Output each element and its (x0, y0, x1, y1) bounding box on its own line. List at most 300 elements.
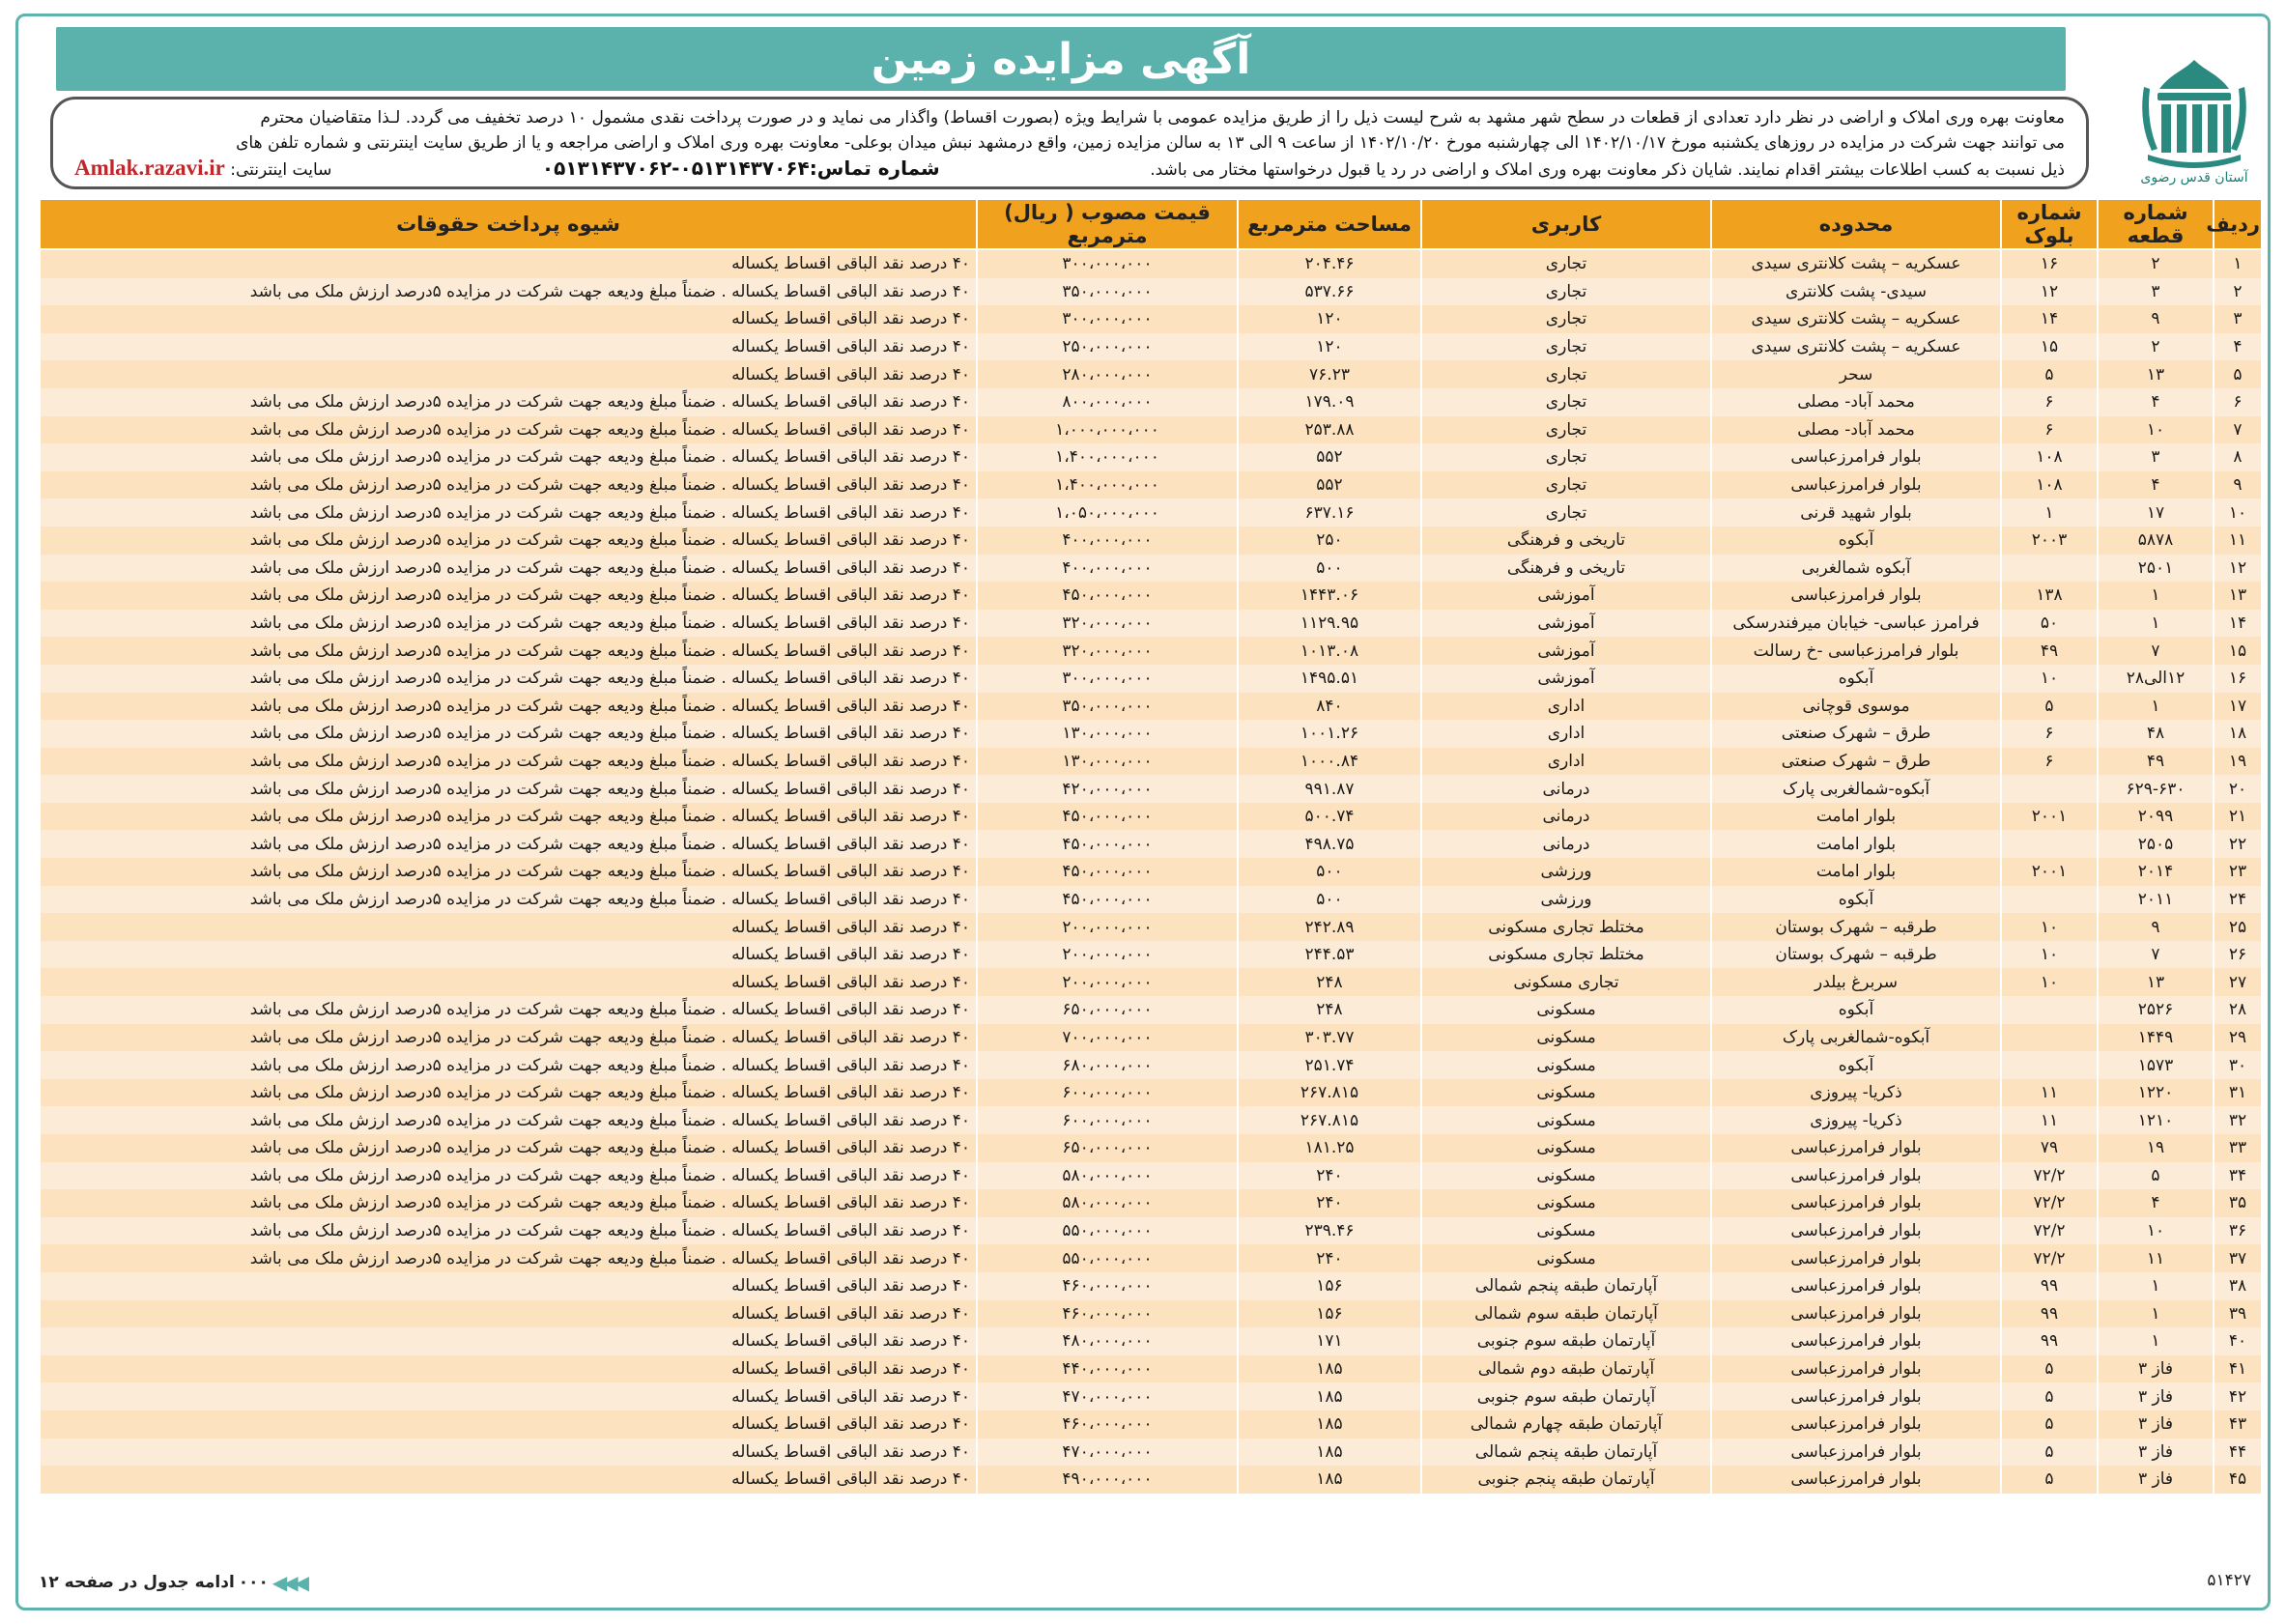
cell-payment-method: ۴۰ درصد نقد الباقی اقساط یکساله . ضمناً مبلغ ودیعه جهت شرکت در مزایده ۵درصد ارزش ملک می باشد (40, 416, 977, 444)
cell-approved-price: ۵۵۰،۰۰۰،۰۰۰ (977, 1244, 1238, 1272)
header-land-use: کاربری (1421, 199, 1711, 249)
cell-row-number: ۲ (2214, 278, 2262, 306)
cell-approved-price: ۴۷۰،۰۰۰،۰۰۰ (977, 1382, 1238, 1410)
table-row (40, 499, 2262, 527)
cell-block-number: ۵ (2001, 1466, 2098, 1494)
cell-payment-method: ۴۰ درصد نقد الباقی اقساط یکساله (40, 1355, 977, 1383)
cell-approved-price: ۴۵۰،۰۰۰،۰۰۰ (977, 582, 1238, 610)
cell-size-sqm: ۲۵۰ (1238, 527, 1421, 555)
cell-size-sqm: ۹۹۱.۸۷ (1238, 775, 1421, 803)
table-row (40, 1024, 2262, 1052)
cell-approved-price: ۴۵۰،۰۰۰،۰۰۰ (977, 830, 1238, 858)
table-row (40, 665, 2262, 693)
page-title: آگهی مزایده زمین (871, 34, 1251, 84)
cell-parcel-number: ۲ (2098, 249, 2214, 278)
cell-block-number (2001, 1024, 2098, 1052)
cell-payment-method: ۴۰ درصد نقد الباقی اقساط یکساله . ضمناً مبلغ ودیعه جهت شرکت در مزایده ۵درصد ارزش ملک می باشد (40, 1024, 977, 1052)
cell-size-sqm: ۲۴۰ (1238, 1244, 1421, 1272)
table-row (40, 1300, 2262, 1328)
cell-approved-price: ۶۵۰،۰۰۰،۰۰۰ (977, 1134, 1238, 1162)
cell-size-sqm: ۲۶۷.۸۱۵ (1238, 1106, 1421, 1134)
cell-approved-price: ۴۷۰،۰۰۰،۰۰۰ (977, 1439, 1238, 1467)
cell-parcel-number: ۹ (2098, 913, 2214, 941)
cell-payment-method: ۴۰ درصد نقد الباقی اقساط یکساله . ضمناً مبلغ ودیعه جهت شرکت در مزایده ۵درصد ارزش ملک می باشد (40, 1051, 977, 1079)
cell-block-number: ۱۱ (2001, 1106, 2098, 1134)
cell-block-number: ۱۰ (2001, 941, 2098, 969)
cell-size-sqm: ۱۵۶ (1238, 1272, 1421, 1300)
cell-parcel-number: ۱ (2098, 1272, 2214, 1300)
cell-parcel-number: ۱۲۱۰ (2098, 1106, 2214, 1134)
cell-row-number: ۴۳ (2214, 1410, 2262, 1439)
cell-approved-price: ۴۰۰،۰۰۰،۰۰۰ (977, 527, 1238, 555)
website-link[interactable]: Amlak.razavi.ir (74, 156, 225, 180)
cell-block-number: ۵ (2001, 1410, 2098, 1439)
cell-land-use: مسکونی (1421, 1217, 1711, 1245)
cell-parcel-number: ۴ (2098, 471, 2214, 499)
cell-area-location: طرقبه – شهرک بوستان (1711, 941, 2001, 969)
cell-area-location: بلوار فرامرزعباسی (1711, 1162, 2001, 1190)
cell-size-sqm: ۸۴۰ (1238, 693, 1421, 721)
cell-payment-method: ۴۰ درصد نقد الباقی اقساط یکساله . ضمناً مبلغ ودیعه جهت شرکت در مزایده ۵درصد ارزش ملک می باشد (40, 1079, 977, 1107)
cell-land-use: آپارتمان طبقه دوم شمالی (1421, 1355, 1711, 1383)
cell-approved-price: ۸۰۰،۰۰۰،۰۰۰ (977, 388, 1238, 416)
cell-parcel-number: ۵ (2098, 1162, 2214, 1190)
cell-area-location: بلوار فرامرزعباسی (1711, 443, 2001, 471)
logo-caption: آستان قدس رضوی (2140, 170, 2248, 185)
cell-parcel-number: ۷ (2098, 941, 2214, 969)
cell-land-use: اداری (1421, 693, 1711, 721)
cell-row-number: ۱۵ (2214, 637, 2262, 665)
cell-land-use: آپارتمان طبقه چهارم شمالی (1421, 1410, 1711, 1439)
cell-block-number (2001, 555, 2098, 583)
cell-approved-price: ۵۸۰،۰۰۰،۰۰۰ (977, 1189, 1238, 1217)
cell-block-number: ۱۲ (2001, 278, 2098, 306)
cell-land-use: مسکونی (1421, 1134, 1711, 1162)
cell-land-use: مسکونی (1421, 1051, 1711, 1079)
cell-row-number: ۳۵ (2214, 1189, 2262, 1217)
cell-row-number: ۴۱ (2214, 1355, 2262, 1383)
table-row (40, 1134, 2262, 1162)
cell-size-sqm: ۱۲۰ (1238, 305, 1421, 333)
cell-block-number: ۲۰۰۱ (2001, 858, 2098, 886)
cell-block-number: ۷۲/۲ (2001, 1217, 2098, 1245)
cell-area-location: سحر (1711, 360, 2001, 388)
cell-approved-price: ۱،۰۰۰،۰۰۰،۰۰۰ (977, 416, 1238, 444)
cell-parcel-number: ۷ (2098, 637, 2214, 665)
table-row (40, 416, 2262, 444)
cell-area-location: بلوار فرامرزعباسی (1711, 1355, 2001, 1383)
cell-block-number: ۱۱ (2001, 1079, 2098, 1107)
cell-block-number (2001, 996, 2098, 1024)
cell-payment-method: ۴۰ درصد نقد الباقی اقساط یکساله (40, 1272, 977, 1300)
header-size-sqm: مساحت مترمربع (1238, 199, 1421, 249)
table-row (40, 582, 2262, 610)
cell-area-location: آبکوه (1711, 1051, 2001, 1079)
cell-land-use: تاریخی و فرهنگی (1421, 527, 1711, 555)
table-row (40, 858, 2262, 886)
cell-land-use: آپارتمان طبقه پنجم شمالی (1421, 1439, 1711, 1467)
cell-land-use: درمانی (1421, 803, 1711, 831)
cell-row-number: ۱۲ (2214, 555, 2262, 583)
cell-land-use: مسکونی (1421, 1079, 1711, 1107)
cell-block-number: ۵ (2001, 1439, 2098, 1467)
cell-size-sqm: ۱۸۵ (1238, 1355, 1421, 1383)
cell-size-sqm: ۵۰۰.۷۴ (1238, 803, 1421, 831)
cell-area-location: بلوار فرامرزعباسی (1711, 1272, 2001, 1300)
cell-approved-price: ۴۵۰،۰۰۰،۰۰۰ (977, 886, 1238, 914)
cell-parcel-number: فاز ۳ (2098, 1466, 2214, 1494)
cell-size-sqm: ۲۴۸ (1238, 996, 1421, 1024)
cell-area-location: بلوار امامت (1711, 803, 2001, 831)
cell-row-number: ۱۱ (2214, 527, 2262, 555)
table-row (40, 1051, 2262, 1079)
header-payment-method: شیوه پرداخت حقوقات (40, 199, 977, 249)
cell-approved-price: ۶۰۰،۰۰۰،۰۰۰ (977, 1079, 1238, 1107)
cell-payment-method: ۴۰ درصد نقد الباقی اقساط یکساله . ضمناً مبلغ ودیعه جهت شرکت در مزایده ۵درصد ارزش ملک می باشد (40, 637, 977, 665)
cell-approved-price: ۱۳۰،۰۰۰،۰۰۰ (977, 720, 1238, 748)
cell-block-number: ۶ (2001, 388, 2098, 416)
cell-parcel-number: فاز ۳ (2098, 1410, 2214, 1439)
intro-line-1: معاونت بهره وری املاک و اراضی در نظر دارد تعدادی از قطعات در سطح شهر مشهد به شرح لیست ذیل را از طریق مزایده عمومی با شرایط ویژه (بصورت اقساط) واگذار می نماید و در صورت پرداخت نقدی مشمول ۱۰ درصد تخفیف می گردد. لـذا متقاضیان محترم (260, 108, 2065, 128)
cell-block-number: ۵۰ (2001, 610, 2098, 638)
cell-parcel-number: ۲۵۰۱ (2098, 555, 2214, 583)
cell-area-location: عسکریه – پشت کلانتری سیدی (1711, 249, 2001, 278)
cell-payment-method: ۴۰ درصد نقد الباقی اقساط یکساله (40, 1300, 977, 1328)
cell-parcel-number: ۱ (2098, 582, 2214, 610)
cell-row-number: ۳ (2214, 305, 2262, 333)
cell-payment-method: ۴۰ درصد نقد الباقی اقساط یکساله . ضمناً مبلغ ودیعه جهت شرکت در مزایده ۵درصد ارزش ملک می باشد (40, 1134, 977, 1162)
table-row (40, 830, 2262, 858)
cell-area-location: محمد آباد- مصلی (1711, 388, 2001, 416)
intro-line-2: می توانند جهت شرکت در مزایده در روزهای یکشنبه مورخ ۱۴۰۲/۱۰/۱۷ الی چهارشنبه مورخ ۱۴۰۲/۱۰/۲۰ از ساعت ۹ الی ۱۳ به سالن مزایده زمین، واقع درمشهد نبش میدان بوعلی- معاونت بهره وری املاک و اراضی مراجعه و یا از طریق سایت اینترنتی و شماره تلفن های (236, 133, 2065, 153)
table-row (40, 1162, 2262, 1190)
phone-numbers: شماره تماس:۰۵۱۳۱۴۳۷۰۶۴-۰۵۱۳۱۴۳۷۰۶۲ (541, 157, 940, 180)
cell-area-location: بلوار فرامرزعباسی (1711, 1410, 2001, 1439)
cell-block-number: ۱۰ (2001, 968, 2098, 996)
cell-size-sqm: ۱۸۵ (1238, 1382, 1421, 1410)
cell-block-number: ۱۴ (2001, 305, 2098, 333)
cell-land-use: آپارتمان طبقه پنجم جنوبی (1421, 1466, 1711, 1494)
cell-land-use: تجاری (1421, 305, 1711, 333)
cell-area-location: آبکوه (1711, 886, 2001, 914)
logo (2131, 54, 2257, 189)
cell-size-sqm: ۱۰۰۱.۲۶ (1238, 720, 1421, 748)
cell-area-location: آبکوه-شمالغربی پارک (1711, 1024, 2001, 1052)
cell-parcel-number: ۳ (2098, 443, 2214, 471)
cell-area-location: ذکریا- پیروزی (1711, 1079, 2001, 1107)
cell-row-number: ۴۲ (2214, 1382, 2262, 1410)
cell-approved-price: ۳۲۰،۰۰۰،۰۰۰ (977, 637, 1238, 665)
table-row (40, 1106, 2262, 1134)
cell-approved-price: ۳۵۰،۰۰۰،۰۰۰ (977, 693, 1238, 721)
cell-approved-price: ۳۵۰،۰۰۰،۰۰۰ (977, 278, 1238, 306)
cell-row-number: ۷ (2214, 416, 2262, 444)
cell-size-sqm: ۱۸۵ (1238, 1466, 1421, 1494)
cell-row-number: ۲۴ (2214, 886, 2262, 914)
cell-payment-method: ۴۰ درصد نقد الباقی اقساط یکساله (40, 1466, 977, 1494)
cell-land-use: درمانی (1421, 775, 1711, 803)
table-body (40, 249, 2262, 1494)
cell-area-location: بلوار فرامرزعباسی (1711, 1300, 2001, 1328)
table-row (40, 527, 2262, 555)
cell-block-number: ۱۰ (2001, 665, 2098, 693)
cell-parcel-number: ۹ (2098, 305, 2214, 333)
shrine-logo-icon (2136, 54, 2252, 168)
cell-block-number (2001, 775, 2098, 803)
cell-land-use: تجاری (1421, 388, 1711, 416)
cell-parcel-number: فاز ۳ (2098, 1355, 2214, 1383)
cell-payment-method: ۴۰ درصد نقد الباقی اقساط یکساله . ضمناً مبلغ ودیعه جهت شرکت در مزایده ۵درصد ارزش ملک می باشد (40, 830, 977, 858)
cell-row-number: ۳۸ (2214, 1272, 2262, 1300)
cell-size-sqm: ۲۵۳.۸۸ (1238, 416, 1421, 444)
table-row (40, 775, 2262, 803)
cell-approved-price: ۴۶۰،۰۰۰،۰۰۰ (977, 1272, 1238, 1300)
table-row (40, 1217, 2262, 1245)
cell-land-use: مسکونی (1421, 1106, 1711, 1134)
cell-parcel-number: فاز ۳ (2098, 1439, 2214, 1467)
cell-row-number: ۲۸ (2214, 996, 2262, 1024)
cell-approved-price: ۳۰۰،۰۰۰،۰۰۰ (977, 249, 1238, 278)
cell-block-number: ۹۹ (2001, 1300, 2098, 1328)
cell-payment-method: ۴۰ درصد نقد الباقی اقساط یکساله (40, 305, 977, 333)
cell-parcel-number: ۳ (2098, 278, 2214, 306)
cell-payment-method: ۴۰ درصد نقد الباقی اقساط یکساله . ضمناً مبلغ ودیعه جهت شرکت در مزایده ۵درصد ارزش ملک می باشد (40, 858, 977, 886)
cell-area-location: آبکوه (1711, 665, 2001, 693)
table-row (40, 1327, 2262, 1355)
cell-land-use: تجاری (1421, 471, 1711, 499)
cell-parcel-number: ۴۹ (2098, 748, 2214, 776)
cell-payment-method: ۴۰ درصد نقد الباقی اقساط یکساله (40, 1382, 977, 1410)
cell-land-use: آموزشی (1421, 665, 1711, 693)
cell-area-location: سیدی- پشت کلانتری (1711, 278, 2001, 306)
cell-approved-price: ۴۹۰،۰۰۰،۰۰۰ (977, 1466, 1238, 1494)
cell-land-use: اداری (1421, 720, 1711, 748)
cell-approved-price: ۷۰۰،۰۰۰،۰۰۰ (977, 1024, 1238, 1052)
cell-payment-method: ۴۰ درصد نقد الباقی اقساط یکساله . ضمناً مبلغ ودیعه جهت شرکت در مزایده ۵درصد ارزش ملک می باشد (40, 1244, 977, 1272)
cell-approved-price: ۶۵۰،۰۰۰،۰۰۰ (977, 996, 1238, 1024)
arrows-icon: ◀◀◀ (271, 1571, 306, 1594)
cell-block-number: ۶ (2001, 748, 2098, 776)
cell-area-location: بلوار شهید قرنی (1711, 499, 2001, 527)
cell-approved-price: ۴۵۰،۰۰۰،۰۰۰ (977, 803, 1238, 831)
cell-approved-price: ۶۰۰،۰۰۰،۰۰۰ (977, 1106, 1238, 1134)
table-row (40, 278, 2262, 306)
cell-size-sqm: ۷۶.۲۳ (1238, 360, 1421, 388)
cell-block-number: ۵ (2001, 1382, 2098, 1410)
cell-area-location: بلوار فرامرزعباسی (1711, 1466, 2001, 1494)
cell-area-location: بلوار فرامرزعباسی (1711, 1382, 2001, 1410)
cell-size-sqm: ۵۳۷.۶۶ (1238, 278, 1421, 306)
cell-parcel-number: ۱ (2098, 1327, 2214, 1355)
cell-size-sqm: ۵۰۰ (1238, 555, 1421, 583)
cell-row-number: ۱۰ (2214, 499, 2262, 527)
cell-block-number: ۵ (2001, 360, 2098, 388)
cell-row-number: ۳۹ (2214, 1300, 2262, 1328)
cell-area-location: فرامرز عباسی- خیابان میرفندرسکی (1711, 610, 2001, 638)
cell-parcel-number: ۱۴۴۹ (2098, 1024, 2214, 1052)
cell-parcel-number: ۱۰ (2098, 416, 2214, 444)
cell-block-number: ۱۵ (2001, 333, 2098, 361)
cell-approved-price: ۲۰۰،۰۰۰،۰۰۰ (977, 913, 1238, 941)
cell-row-number: ۳۳ (2214, 1134, 2262, 1162)
cell-parcel-number: ۱۰ (2098, 1217, 2214, 1245)
cell-parcel-number: ۶۲۹-۶۳۰ (2098, 775, 2214, 803)
table-row (40, 249, 2262, 278)
table-row (40, 720, 2262, 748)
cell-approved-price: ۱،۴۰۰،۰۰۰،۰۰۰ (977, 443, 1238, 471)
cell-payment-method: ۴۰ درصد نقد الباقی اقساط یکساله . ضمناً مبلغ ودیعه جهت شرکت در مزایده ۵درصد ارزش ملک می باشد (40, 886, 977, 914)
cell-approved-price: ۱،۴۰۰،۰۰۰،۰۰۰ (977, 471, 1238, 499)
cell-size-sqm: ۲۴۸ (1238, 968, 1421, 996)
table-row (40, 1189, 2262, 1217)
cell-payment-method: ۴۰ درصد نقد الباقی اقساط یکساله . ضمناً مبلغ ودیعه جهت شرکت در مزایده ۵درصد ارزش ملک می باشد (40, 388, 977, 416)
cell-block-number: ۹۹ (2001, 1327, 2098, 1355)
cell-size-sqm: ۶۳۷.۱۶ (1238, 499, 1421, 527)
cell-block-number: ۷۹ (2001, 1134, 2098, 1162)
cell-land-use: آپارتمان طبقه سوم جنوبی (1421, 1327, 1711, 1355)
cell-row-number: ۸ (2214, 443, 2262, 471)
cell-row-number: ۹ (2214, 471, 2262, 499)
cell-row-number: ۴ (2214, 333, 2262, 361)
cell-land-use: تجاری (1421, 443, 1711, 471)
cell-land-use: تجاری مسکونی (1421, 968, 1711, 996)
cell-size-sqm: ۲۳۹.۴۶ (1238, 1217, 1421, 1245)
cell-area-location: عسکریه – پشت کلانتری سیدی (1711, 333, 2001, 361)
cell-land-use: ورزشی (1421, 858, 1711, 886)
header-area-location: محدوده (1711, 199, 2001, 249)
cell-block-number: ۵ (2001, 693, 2098, 721)
header-parcel-number: شماره قطعه (2098, 199, 2214, 249)
cell-approved-price: ۲۸۰،۰۰۰،۰۰۰ (977, 360, 1238, 388)
cell-size-sqm: ۲۰۴.۴۶ (1238, 249, 1421, 278)
table-row (40, 1410, 2262, 1439)
cell-payment-method: ۴۰ درصد نقد الباقی اقساط یکساله (40, 1410, 977, 1439)
cell-land-use: مسکونی (1421, 1162, 1711, 1190)
cell-parcel-number: ۲۵۰۵ (2098, 830, 2214, 858)
cell-parcel-number: ۱۳ (2098, 968, 2214, 996)
cell-land-use: درمانی (1421, 830, 1711, 858)
cell-size-sqm: ۲۴۲.۸۹ (1238, 913, 1421, 941)
cell-row-number: ۲۶ (2214, 941, 2262, 969)
cell-size-sqm: ۱۸۵ (1238, 1410, 1421, 1439)
table-row (40, 610, 2262, 638)
cell-land-use: آموزشی (1421, 637, 1711, 665)
cell-row-number: ۱۷ (2214, 693, 2262, 721)
table-row (40, 1355, 2262, 1383)
cell-payment-method: ۴۰ درصد نقد الباقی اقساط یکساله . ضمناً مبلغ ودیعه جهت شرکت در مزایده ۵درصد ارزش ملک می باشد (40, 582, 977, 610)
cell-size-sqm: ۲۴۴.۵۳ (1238, 941, 1421, 969)
cell-block-number: ۱۰۸ (2001, 471, 2098, 499)
cell-parcel-number: ۱۷ (2098, 499, 2214, 527)
cell-block-number: ۹۹ (2001, 1272, 2098, 1300)
table-row (40, 968, 2262, 996)
table-row (40, 803, 2262, 831)
cell-row-number: ۲۷ (2214, 968, 2262, 996)
cell-row-number: ۲۱ (2214, 803, 2262, 831)
cell-area-location: طرق – شهرک صنعتی (1711, 748, 2001, 776)
cell-payment-method: ۴۰ درصد نقد الباقی اقساط یکساله . ضمناً مبلغ ودیعه جهت شرکت در مزایده ۵درصد ارزش ملک می باشد (40, 278, 977, 306)
table-row (40, 693, 2262, 721)
cell-area-location: بلوار امامت (1711, 858, 2001, 886)
cell-row-number: ۱۹ (2214, 748, 2262, 776)
cell-block-number (2001, 886, 2098, 914)
cell-size-sqm: ۵۰۰ (1238, 886, 1421, 914)
cell-parcel-number: ۴۸ (2098, 720, 2214, 748)
table-row (40, 996, 2262, 1024)
cell-approved-price: ۲۰۰،۰۰۰،۰۰۰ (977, 968, 1238, 996)
table-row (40, 637, 2262, 665)
table-row (40, 1439, 2262, 1467)
cell-block-number: ۱۶ (2001, 249, 2098, 278)
cell-approved-price: ۳۰۰،۰۰۰،۰۰۰ (977, 665, 1238, 693)
table-row (40, 1244, 2262, 1272)
cell-row-number: ۲۲ (2214, 830, 2262, 858)
cell-approved-price: ۴۰۰،۰۰۰،۰۰۰ (977, 555, 1238, 583)
cell-parcel-number: ۴ (2098, 1189, 2214, 1217)
cell-approved-price: ۴۶۰،۰۰۰،۰۰۰ (977, 1410, 1238, 1439)
cell-approved-price: ۲۵۰،۰۰۰،۰۰۰ (977, 333, 1238, 361)
cell-size-sqm: ۱۰۰۰.۸۴ (1238, 748, 1421, 776)
table-row (40, 333, 2262, 361)
cell-land-use: مسکونی (1421, 996, 1711, 1024)
cell-size-sqm: ۴۹۸.۷۵ (1238, 830, 1421, 858)
table-row (40, 748, 2262, 776)
cell-area-location: بلوار فرامرزعباسی (1711, 1439, 2001, 1467)
cell-payment-method: ۴۰ درصد نقد الباقی اقساط یکساله (40, 333, 977, 361)
cell-row-number: ۱۳ (2214, 582, 2262, 610)
cell-land-use: مسکونی (1421, 1244, 1711, 1272)
cell-size-sqm: ۵۰۰ (1238, 858, 1421, 886)
cell-row-number: ۱ (2214, 249, 2262, 278)
cell-row-number: ۴۴ (2214, 1439, 2262, 1467)
cell-payment-method: ۴۰ درصد نقد الباقی اقساط یکساله . ضمناً مبلغ ودیعه جهت شرکت در مزایده ۵درصد ارزش ملک می باشد (40, 996, 977, 1024)
cell-size-sqm: ۱۴۹۵.۵۱ (1238, 665, 1421, 693)
cell-area-location: آبکوه شمالغربی (1711, 555, 2001, 583)
cell-block-number: ۲۰۰۳ (2001, 527, 2098, 555)
cell-parcel-number: ۲۰۱۱ (2098, 886, 2214, 914)
cell-parcel-number: ۲ (2098, 333, 2214, 361)
cell-size-sqm: ۱۷۱ (1238, 1327, 1421, 1355)
cell-row-number: ۳۷ (2214, 1244, 2262, 1272)
table-row (40, 1466, 2262, 1494)
cell-block-number: ۷۲/۲ (2001, 1162, 2098, 1190)
table-row (40, 1079, 2262, 1107)
cell-area-location: بلوار فرامرزعباسی (1711, 1189, 2001, 1217)
cell-payment-method: ۴۰ درصد نقد الباقی اقساط یکساله . ضمناً مبلغ ودیعه جهت شرکت در مزایده ۵درصد ارزش ملک می باشد (40, 1217, 977, 1245)
cell-payment-method: ۴۰ درصد نقد الباقی اقساط یکساله (40, 968, 977, 996)
cell-land-use: اداری (1421, 748, 1711, 776)
cell-parcel-number: ۲۰۱۴ (2098, 858, 2214, 886)
cell-land-use: تجاری (1421, 499, 1711, 527)
cell-land-use: مسکونی (1421, 1189, 1711, 1217)
table-row (40, 305, 2262, 333)
cell-land-use: تجاری (1421, 360, 1711, 388)
cell-payment-method: ۴۰ درصد نقد الباقی اقساط یکساله . ضمناً مبلغ ودیعه جهت شرکت در مزایده ۵درصد ارزش ملک می باشد (40, 720, 977, 748)
cell-parcel-number: ۱۹ (2098, 1134, 2214, 1162)
cell-row-number: ۵ (2214, 360, 2262, 388)
cell-size-sqm: ۵۵۲ (1238, 471, 1421, 499)
cell-parcel-number: فاز ۳ (2098, 1382, 2214, 1410)
ad-code: ۵۱۴۲۷ (2207, 1571, 2251, 1590)
cell-size-sqm: ۵۵۲ (1238, 443, 1421, 471)
cell-land-use: آموزشی (1421, 610, 1711, 638)
cell-row-number: ۳۴ (2214, 1162, 2262, 1190)
cell-size-sqm: ۲۵۱.۷۴ (1238, 1051, 1421, 1079)
continue-text: ادامه جدول در صفحه ۱۲ (39, 1573, 235, 1592)
cell-approved-price: ۵۵۰،۰۰۰،۰۰۰ (977, 1217, 1238, 1245)
cell-payment-method: ۴۰ درصد نقد الباقی اقساط یکساله (40, 249, 977, 278)
cell-size-sqm: ۲۶۷.۸۱۵ (1238, 1079, 1421, 1107)
